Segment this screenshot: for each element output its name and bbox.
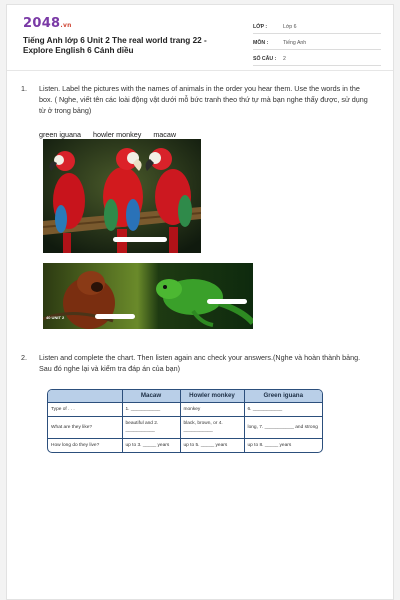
cell-value: monkey [180,402,244,416]
meta-row-subject: MÔN : Tiếng Anh [253,34,381,50]
cell-blank-4[interactable]: black, brown, or 4. ___________ [180,416,244,438]
word-box [39,130,176,139]
worksheet-page [6,4,394,600]
word-green-iguana: green iguana [39,130,81,139]
page-title: Tiếng Anh lớp 6 Unit 2 The real world trang 22 - Explore English 6 Cánh diều [23,36,207,55]
question-number: 1. [21,84,27,93]
cell-blank-3[interactable]: up to 3. _____ years [122,438,180,452]
cell-blank-1[interactable]: 1. ___________ [122,402,180,416]
worksheet-header [7,5,393,71]
animal-chart [47,389,323,453]
chart-header-blank [48,390,122,402]
page-tag: 40 UNIT 2 [46,315,65,320]
cell-blank-8[interactable]: up to 8. _____ years [244,438,322,452]
word-howler-monkey: howler monkey [92,130,142,139]
meta-row-question-count: SỐ CÂU : 2 [253,50,381,66]
site-logo[interactable]: 2048.vn [23,16,72,31]
iguana-label-blank[interactable] [207,299,247,304]
meta-row-class: LỚP : Lớp 6 [253,18,381,34]
chart-header-howler-monkey: Howler monkey [180,390,244,402]
word-macaw: macaw [153,130,177,139]
chart-row-type [48,402,322,416]
cell-blank-6[interactable]: 6. ___________ [244,402,322,416]
question-text: Listen. Label the pictures with the names of animals in the order you hear them. Use the words in the box. ( Nghe, viết tên các loài động vật dưới mỗ bức tranh theo thứ tự mà bạn nghe thấy được, sử dụng từ ở trong bảng) [39,84,368,115]
row-label: Type of . . . [48,402,122,416]
monkey-label-blank[interactable] [95,314,135,319]
worksheet-meta [253,18,381,66]
question-text: Listen and complete the chart. Then listen again anc check your answers.(Nghe và hoàn thành bảng. Sau đó nghe lại và kiểm tra đáp án của bạn) [39,353,361,373]
cell-blank-5[interactable]: up to 5. _____ years [180,438,244,452]
chart-row-like [48,416,322,438]
chart-row-lifespan [48,438,322,452]
chart-header-green-iguana: Green iguana [244,390,322,402]
cell-blank-2[interactable]: beautiful and 2. ___________ [122,416,180,438]
monkey-iguana-photo [43,263,253,329]
row-label: How long do they live? [48,438,122,452]
macaw-photo [43,139,201,253]
question-number: 2. [21,353,27,362]
chart-header-macaw: Macaw [122,390,180,402]
macaw-label-blank[interactable] [113,237,167,242]
row-label: What are they like? [48,416,122,438]
cell-blank-7[interactable]: long, 7. ___________ and strong [244,416,322,438]
macaw-illustration [43,139,201,253]
monkey-iguana-illustration [43,263,253,329]
